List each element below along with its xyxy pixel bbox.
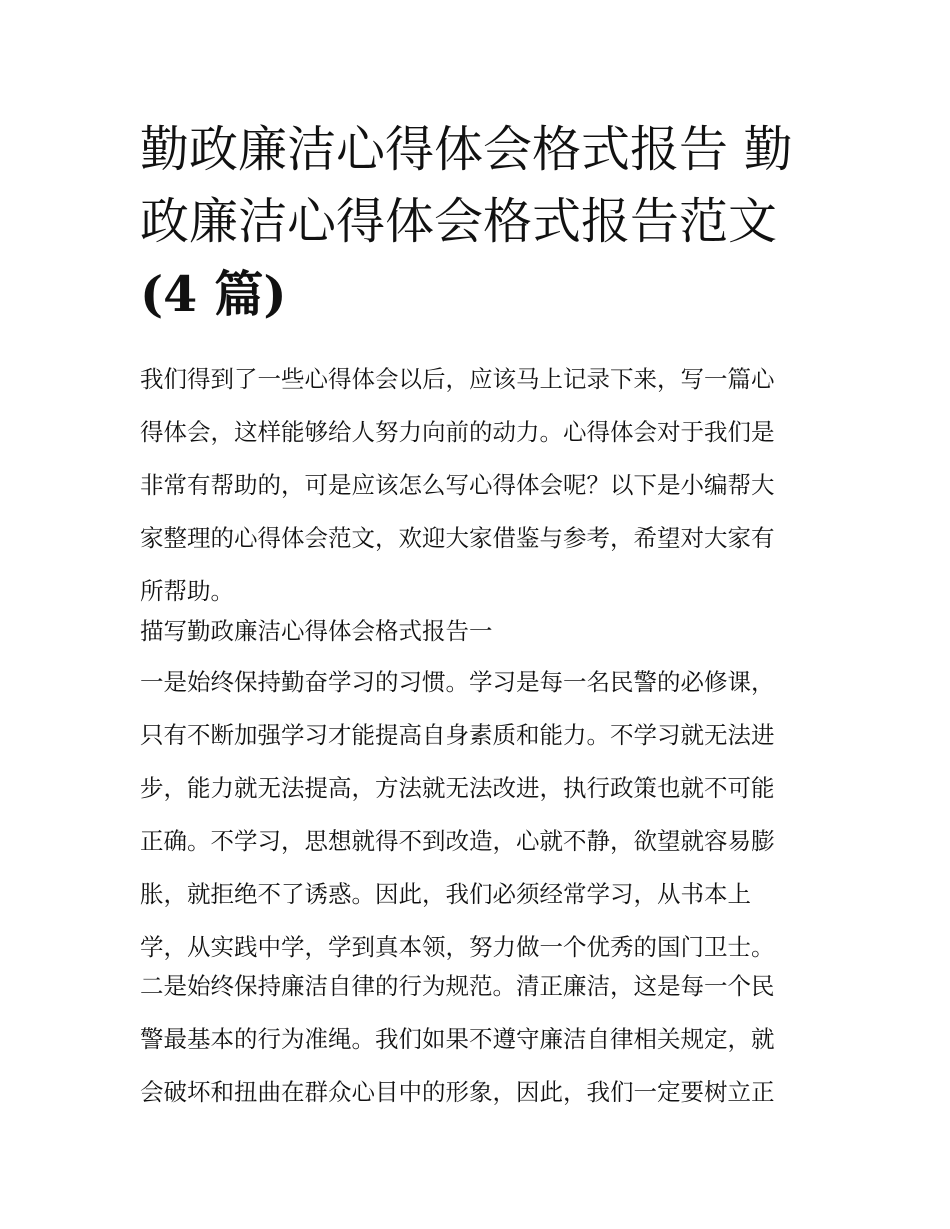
intro-paragraph bbox=[140, 353, 820, 618]
body-paragraph bbox=[140, 656, 820, 974]
text-line: 我们得到了一些心得体会以后，应该马上记录下来，写一篇心 bbox=[140, 365, 775, 393]
text-line: 家整理的心得体会范文，欢迎大家借鉴与参考，希望对大家有 bbox=[140, 524, 775, 552]
body-paragraph bbox=[140, 960, 820, 1119]
text-line: 步，能力就无法提高，方法就无法改进，执行政策也就不可能 bbox=[140, 774, 775, 802]
title-line: 勤政廉洁心得体会格式报告 勤 bbox=[140, 121, 793, 178]
text-line: 正确。不学习，思想就得不到改造，心就不静，欲望就容易膨 bbox=[140, 827, 775, 855]
document-title bbox=[140, 114, 820, 330]
title-line: (4 篇) bbox=[140, 265, 287, 323]
text-line: 一是始终保持勤奋学习的习惯。学习是每一名民警的必修课， bbox=[140, 668, 775, 696]
text-line: 学，从实践中学，学到真本领，努力做一个优秀的国门卫士。 bbox=[140, 933, 775, 961]
text-line: 得体会，这样能够给人努力向前的动力。心得体会对于我们是 bbox=[140, 418, 775, 446]
text-line: 所帮助。 bbox=[140, 577, 234, 605]
text-line: 胀，就拒绝不了诱惑。因此，我们必须经常学习，从书本上 bbox=[140, 880, 751, 908]
title-line: 政廉洁心得体会格式报告范文 bbox=[140, 193, 778, 250]
text-line: 会破坏和扭曲在群众心目中的形象，因此，我们一定要树立正 bbox=[140, 1078, 775, 1106]
text-line: 非常有帮助的，可是应该怎么写心得体会呢？以下是小编帮大 bbox=[140, 471, 775, 499]
text-line: 只有不断加强学习才能提高自身素质和能力。不学习就无法进 bbox=[140, 721, 775, 749]
text-line: 二是始终保持廉洁自律的行为规范。清正廉洁，这是每一个民 bbox=[140, 972, 775, 1000]
section-heading bbox=[140, 605, 820, 658]
text-line: 警最基本的行为准绳。我们如果不遵守廉洁自律相关规定，就 bbox=[140, 1025, 775, 1053]
section-heading-text: 描写勤政廉洁心得体会格式报告一 bbox=[140, 617, 493, 645]
